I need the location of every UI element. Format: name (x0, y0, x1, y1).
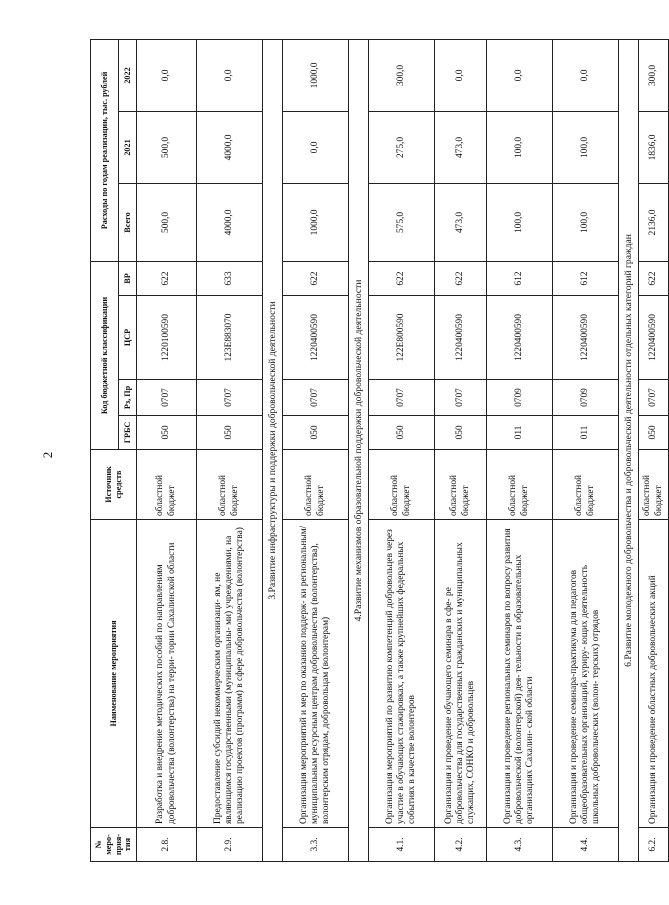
header-2022: 2022 (119, 39, 137, 111)
row-grbs: 050 (435, 416, 487, 450)
row-num: 4.3. (487, 828, 553, 862)
table-row (553, 39, 619, 861)
row-2022: 1000,0 (283, 39, 349, 111)
row-2021: 500,0 (137, 111, 197, 183)
row-grbs: 050 (639, 416, 669, 450)
row-source: областной бюджет (553, 450, 619, 520)
row-name: Предоставление субсидий некоммерческим организаци- ям, не являющимся государственными (муниципальны- ми) учреждениями, на реализацию проектов (программ) в сфере добровольчества (волонтерства) (197, 520, 263, 828)
row-total: 100,0 (487, 183, 553, 261)
header-expenses-group: Расходы по годам реализации, тыс. рублей (91, 39, 119, 261)
row-num: 4.4. (553, 828, 619, 862)
row-name: Разработка и внедрение методических пособий по направлениям добровольчества (волонтерства) на терри- тории Сахалинской области (137, 520, 197, 828)
row-rzpr: 0709 (553, 380, 619, 416)
row-csr: 1220400590 (435, 296, 487, 380)
row-2022: 300,0 (369, 39, 435, 111)
header-rzpr: Рз, Пр (119, 380, 137, 416)
row-csr: 1220400590 (487, 296, 553, 380)
row-2021: 4000,0 (197, 111, 263, 183)
row-total: 1000,0 (283, 183, 349, 261)
row-source: областной бюджет (435, 450, 487, 520)
header-code-group: Код бюджетной классификации (91, 261, 119, 449)
row-csr: 1220400590 (553, 296, 619, 380)
row-rzpr: 0707 (283, 380, 349, 416)
budget-table (90, 39, 669, 862)
row-total: 2136,0 (639, 183, 669, 261)
table-row (197, 39, 263, 861)
row-source: областной бюджет (639, 450, 669, 520)
header-source: Источник средств (91, 450, 137, 520)
row-source: областной бюджет (137, 450, 197, 520)
row-csr: 122E800590 (369, 296, 435, 380)
row-2021: 100,0 (487, 111, 553, 183)
row-rzpr: 0709 (487, 380, 553, 416)
page-number: 2 (40, 451, 55, 459)
row-total: 575,0 (369, 183, 435, 261)
row-2022: 0,0 (137, 39, 197, 111)
row-2022: 300,0 (639, 39, 669, 111)
row-csr: 123E883070 (197, 296, 263, 380)
row-2022: 0,0 (487, 39, 553, 111)
header-row-1 (91, 39, 119, 861)
row-rzpr: 0707 (137, 380, 197, 416)
table-row (369, 39, 435, 861)
section-title-6: 6.Развитие молодежного добровольчества и добровольческой деятельности отдельных категорий граждан (619, 39, 639, 861)
row-2021: 0,0 (283, 111, 349, 183)
row-name: Организация и проведение областных добровольческих акций (639, 520, 669, 828)
header-name: Наименование мероприятия (91, 520, 137, 828)
row-2021: 473,0 (435, 111, 487, 183)
table-row (435, 39, 487, 861)
row-source: областной бюджет (197, 450, 263, 520)
row-csr: 1220400590 (283, 296, 349, 380)
row-2022: 0,0 (197, 39, 263, 111)
row-vr: 622 (435, 261, 487, 295)
row-rzpr: 0707 (435, 380, 487, 416)
section-row (619, 39, 639, 861)
budget-table-page (90, 40, 664, 862)
header-total: Всего (119, 183, 137, 261)
row-grbs: 050 (369, 416, 435, 450)
header-num: № меро- прия- тия (91, 828, 137, 862)
row-total: 473,0 (435, 183, 487, 261)
row-grbs: 050 (137, 416, 197, 450)
row-2022: 0,0 (553, 39, 619, 111)
row-num: 2.8. (137, 828, 197, 862)
row-num: 6.2. (639, 828, 669, 862)
row-grbs: 011 (487, 416, 553, 450)
row-grbs: 050 (283, 416, 349, 450)
section-row (349, 39, 369, 861)
row-name: Организация мероприятий по развитию компетенций добровольцев через участие в обучающих стажировках, а также крупнейших федеральных событиях в качестве волонтеров (369, 520, 435, 828)
row-name: Организация мероприятий и мер по оказанию поддерж- ки региональным/муниципальным ресурсным центрам добровольчества (волонтерства), волонтерским отрядам, добровольцам (волонтерам) (283, 520, 349, 828)
row-2021: 275,0 (369, 111, 435, 183)
row-num: 2.9. (197, 828, 263, 862)
row-2021: 1836,0 (639, 111, 669, 183)
row-total: 100,0 (553, 183, 619, 261)
row-rzpr: 0707 (369, 380, 435, 416)
row-vr: 622 (137, 261, 197, 295)
row-source: областной бюджет (369, 450, 435, 520)
row-2021: 100,0 (553, 111, 619, 183)
row-vr: 622 (369, 261, 435, 295)
section-title-4: 4.Развитие механизмов образовательной поддержки добровольческой деятельности (349, 39, 369, 861)
table-row (639, 39, 669, 861)
row-total: 4000,0 (197, 183, 263, 261)
row-2022: 0,0 (435, 39, 487, 111)
section-title-3: 3.Развитие инфраструктуры и поддержки добровольческой деятельности (263, 39, 283, 861)
row-name: Организация и проведение региональных семинаров по вопросу развития добровольческой (волонтерской) дея- тельности в образовательных организациях Сахалин- ской области (487, 520, 553, 828)
section-row (263, 39, 283, 861)
header-2021: 2021 (119, 111, 137, 183)
row-vr: 612 (487, 261, 553, 295)
row-vr: 633 (197, 261, 263, 295)
table-row (137, 39, 197, 861)
header-grbs: ГРБС (119, 416, 137, 450)
row-rzpr: 0707 (639, 380, 669, 416)
row-source: областной бюджет (487, 450, 553, 520)
row-csr: 1220100590 (137, 296, 197, 380)
row-name: Организация и проведение семинара-практикума для педагогов общеобразовательных организаций, куриру- ющих деятельность школьных добровольческих (волон- терских) отрядов (553, 520, 619, 828)
row-num: 3.3. (283, 828, 349, 862)
row-source: областной бюджет (283, 450, 349, 520)
table-row (283, 39, 349, 861)
row-name: Организация и проведение обучающего семинара в сфе- ре добровольчества для государственных гражданских и муниципальных служащих, СОНКО и добровольцев (435, 520, 487, 828)
row-vr: 612 (553, 261, 619, 295)
row-vr: 622 (283, 261, 349, 295)
row-rzpr: 0707 (197, 380, 263, 416)
row-num: 4.1. (369, 828, 435, 862)
row-vr: 622 (639, 261, 669, 295)
row-csr: 1220400590 (639, 296, 669, 380)
row-grbs: 050 (197, 416, 263, 450)
header-csr: ЦСР (119, 296, 137, 380)
row-total: 500,0 (137, 183, 197, 261)
header-vr: ВР (119, 261, 137, 295)
row-grbs: 011 (553, 416, 619, 450)
row-num: 4.2. (435, 828, 487, 862)
table-row (487, 39, 553, 861)
